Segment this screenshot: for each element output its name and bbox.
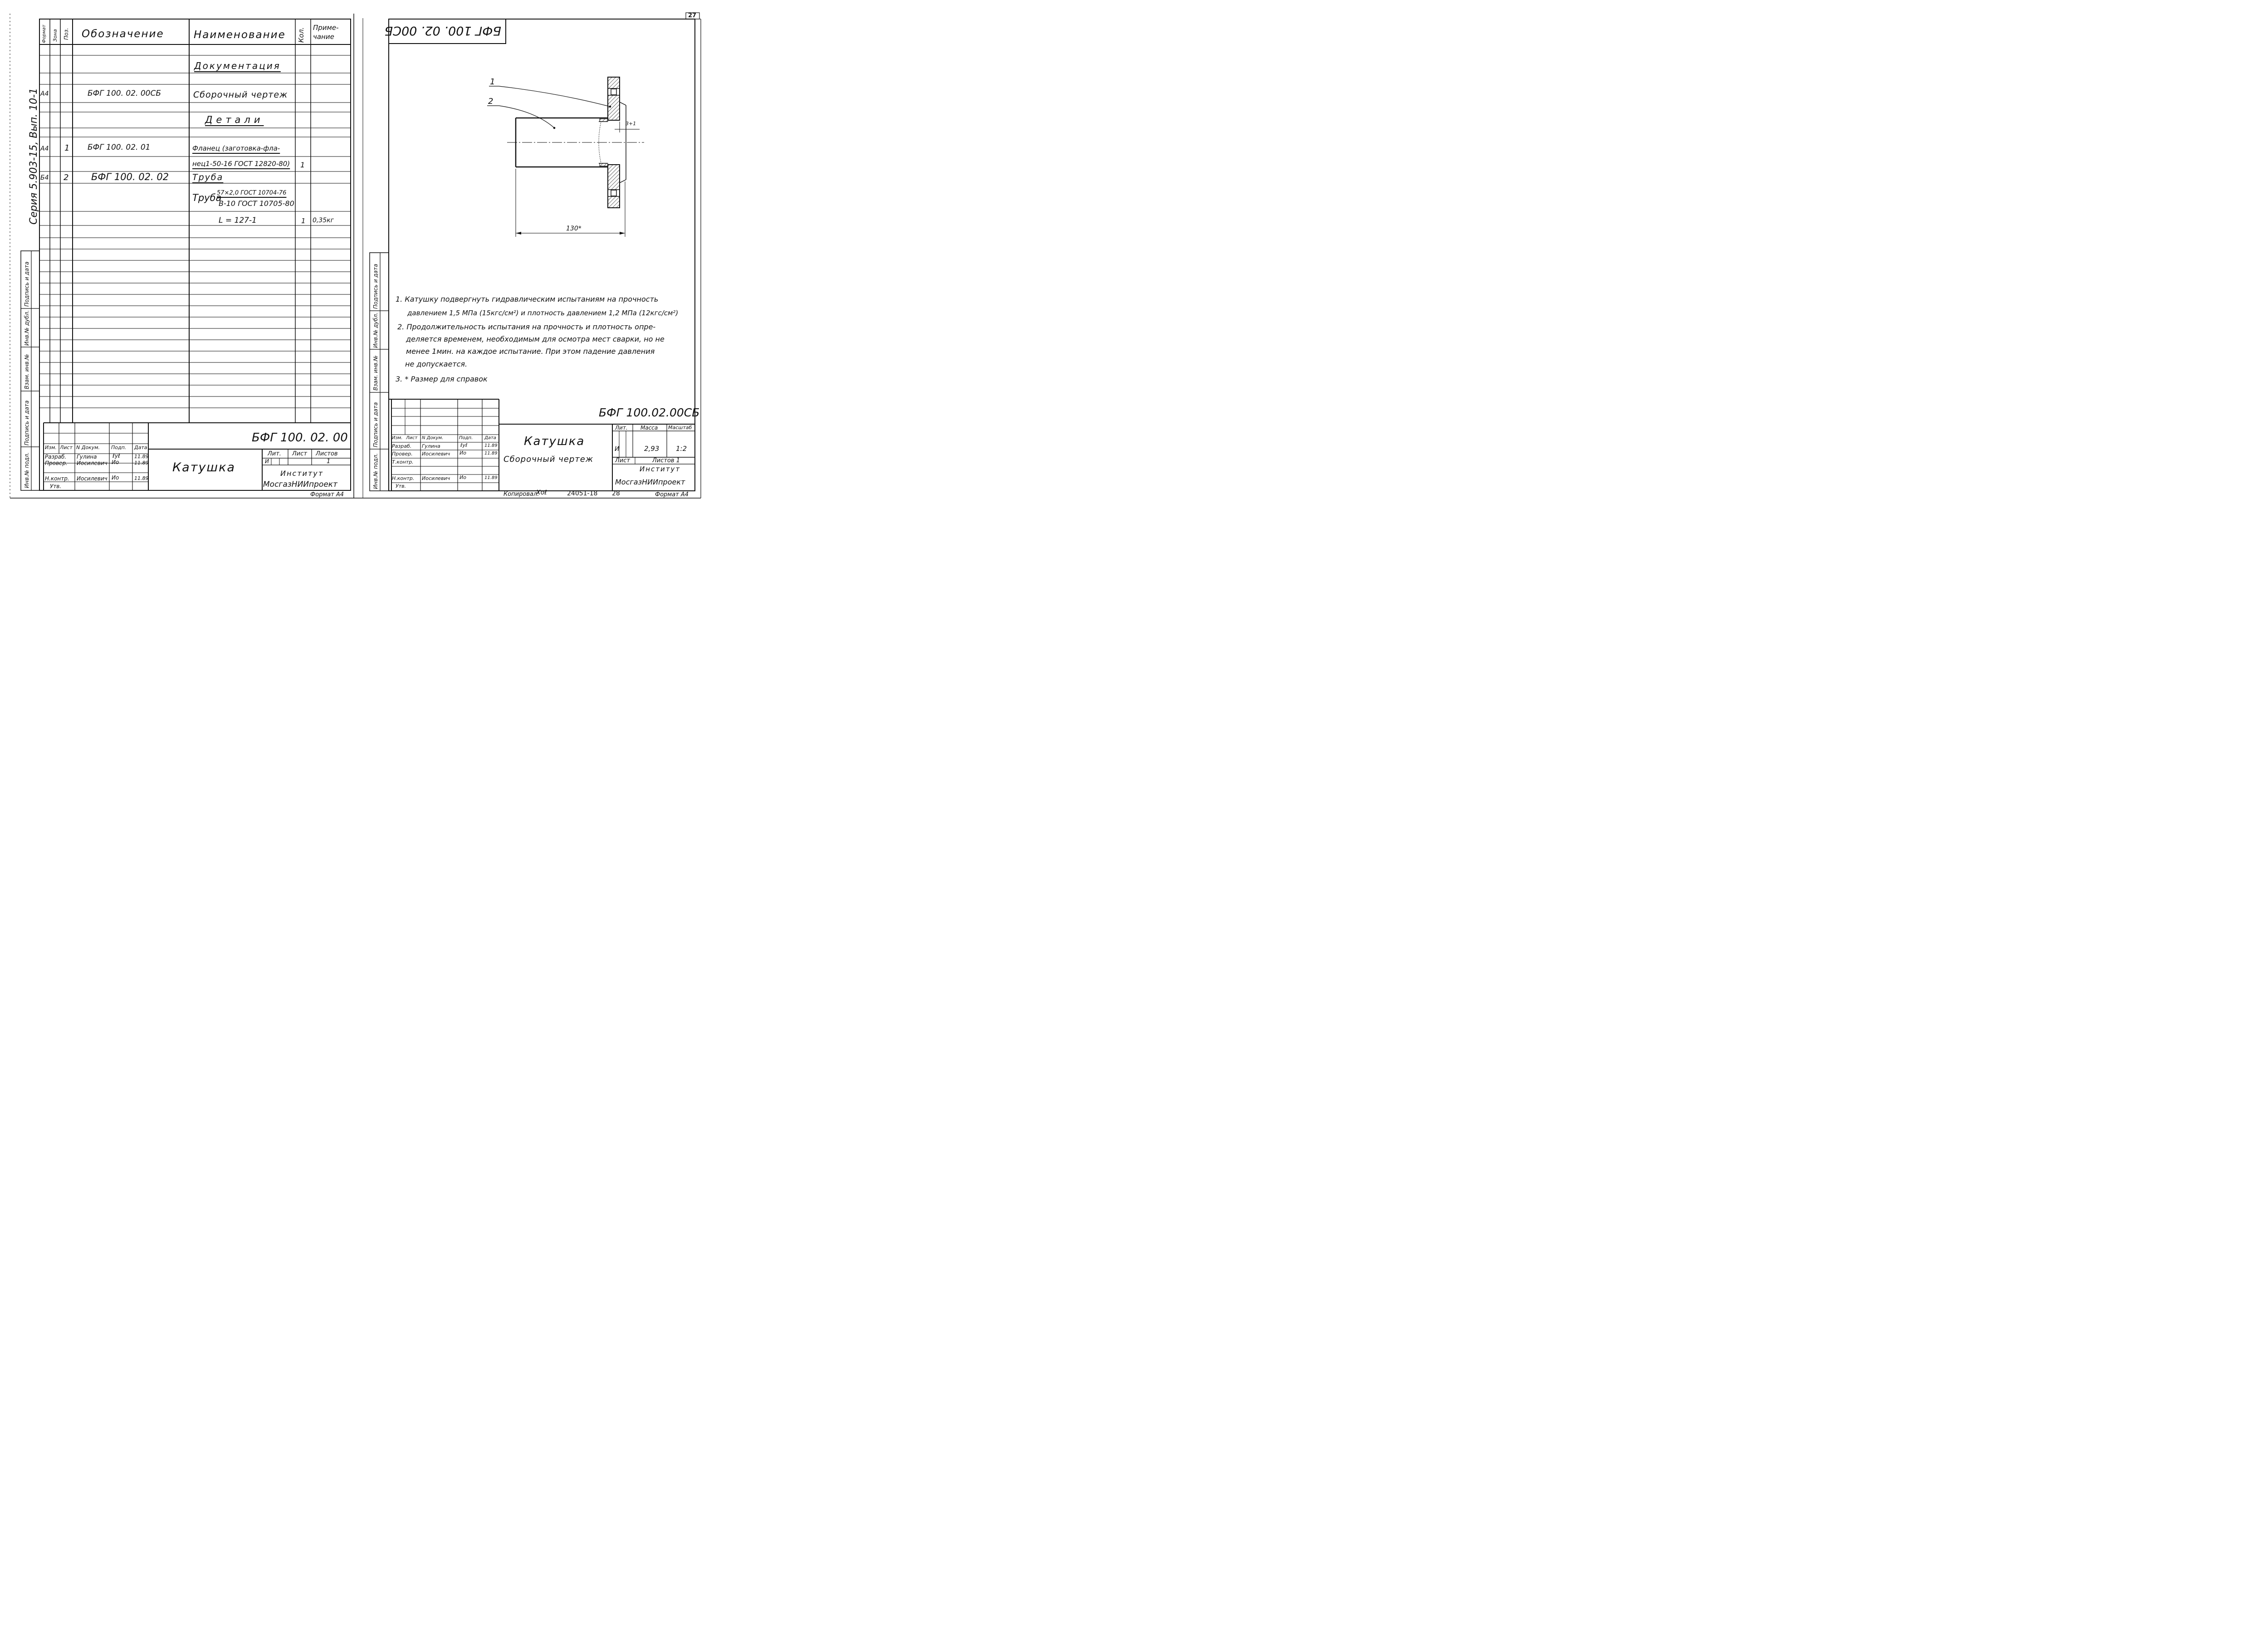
left-prover-name: Иосилевич	[77, 460, 108, 466]
right-listov-label: Листов 1	[652, 457, 680, 464]
header-designation: Обозначение	[82, 28, 164, 40]
right-title: Катушка	[524, 435, 585, 448]
row3-designation: БФГ 100. 02. 02	[91, 171, 169, 182]
left-format: Формат А4	[310, 491, 344, 498]
right-massa-label: Масса	[640, 425, 658, 431]
right-massa-value: 2,93	[644, 445, 660, 453]
footer-number: 24051-18	[567, 490, 598, 497]
header-note-2: чание	[313, 33, 334, 41]
left-prover-sign: Ио	[112, 459, 119, 465]
right-org-2: МосгазНИИпроект	[615, 478, 685, 486]
left-prover-date: 11.89	[134, 460, 149, 466]
note-line-5: менее 1мин. на каждое испытание. При этом падение давления	[406, 347, 655, 356]
right-code: БФГ 100.02.00СБ	[599, 406, 700, 419]
left-nkontr-label: Н.контр.	[45, 475, 69, 482]
stamp-vzam-inv: Взам. инв.№	[24, 354, 30, 389]
footer-page: 28	[612, 490, 620, 497]
right-subtitle: Сборочный чертеж	[503, 455, 594, 464]
left-list-label: Лист	[292, 450, 307, 457]
right-masshtab-value: 1:2	[676, 445, 687, 453]
right-stamp-inv-dubl: Инв.№ дубл.	[372, 312, 379, 348]
note-line-3: 2. Продолжительность испытания на прочность и плотность опре-	[397, 323, 656, 331]
left-col-sign: Подп.	[111, 445, 127, 450]
right-col-list: Лист	[406, 435, 418, 440]
right-nkontr-label: Н.контр.	[392, 475, 415, 481]
note-line-6: не допускается.	[405, 360, 468, 368]
left-code: БФГ 100. 02. 00	[252, 431, 348, 445]
left-lit-value: И	[265, 458, 269, 465]
left-nkontr-sign: Ио	[112, 475, 119, 481]
row5-qty: 1	[301, 217, 306, 225]
row5-length: L = 127-1	[219, 216, 257, 225]
header-zone: Зона	[52, 29, 58, 42]
section-parts: Детали	[205, 114, 264, 125]
header-qty: Кол.	[297, 27, 305, 43]
stamp-sign-date-1: Подпись и дата	[24, 261, 30, 307]
row2-name-2: нец1-50-16 ГОСТ 12820-80)	[192, 160, 290, 168]
sheet-number: 27	[688, 12, 697, 19]
row1-name: Сборочный чертеж	[193, 90, 288, 100]
series-label: Серия 5.903-15, Вып. 10-1	[28, 88, 39, 225]
left-razrab-name: Гулина	[77, 454, 97, 460]
left-prover-label: Провер.	[45, 460, 68, 466]
right-prover-date: 11.89	[484, 451, 498, 456]
row2-name-1: Фланец (заготовка-фла-	[192, 144, 280, 152]
note-line-2: давлением 1,5 МПа (15кгс/см²) и плотность давлением 1,2 МПа (12кгс/см²)	[407, 309, 679, 317]
left-title: Катушка	[172, 460, 235, 475]
right-prover-sign: Ио	[459, 450, 466, 456]
header-note-1: Приме-	[313, 24, 339, 32]
note-line-7: 3. * Размер для справок	[396, 375, 488, 383]
row3-format: Б4	[40, 174, 49, 181]
stamp-sign-date-2: Подпись и дата	[24, 400, 30, 445]
stamp-inv-podl: Инв.№ подл.	[24, 452, 30, 488]
right-stamp-sign-date-1: Подпись и дата	[372, 264, 379, 309]
footer-copied: Копировал:	[503, 491, 539, 498]
right-razrab-sign: ℓуℓ	[460, 442, 468, 448]
length-dimension: 130*	[566, 225, 582, 232]
right-col-sign: Подп.	[459, 435, 473, 440]
left-col-date: Дата	[134, 445, 147, 450]
left-org-1: Институт	[280, 469, 324, 478]
drawing-linework	[0, 0, 711, 510]
right-nkontr-sign: Ио	[459, 475, 466, 480]
left-col-list: Лист	[60, 445, 73, 450]
header-format: Формат	[42, 24, 47, 43]
right-tkontr-label: Т.контр.	[392, 459, 414, 465]
right-nkontr-date: 11.89	[484, 475, 498, 480]
right-lit-label: Лит.	[615, 425, 628, 431]
left-org-2: МосгазНИИпроект	[263, 480, 337, 489]
right-prover-name: Иосилевич	[422, 451, 450, 457]
right-org-1: Институт	[640, 465, 681, 473]
left-razrab-date: 11.89	[134, 454, 149, 460]
row3-name: Труба	[192, 172, 224, 182]
stamp-code-upside-down: БФГ 100. 02. 00СБ	[384, 24, 501, 38]
left-razrab-label: Разраб.	[45, 454, 67, 460]
section-documentation: Документация	[194, 60, 281, 71]
weld-dimension: 3+1	[626, 121, 636, 127]
left-utv-label: Утв.	[50, 483, 62, 489]
note-line-4: деляется временем, необходимым для осмотра мест сварки, но не	[406, 335, 665, 343]
left-razrab-sign: ℓуℓ	[112, 453, 121, 459]
right-stamp-vzam-inv: Взам. инв.№	[372, 355, 379, 391]
left-listov-value: 1	[327, 458, 331, 465]
row1-format: А4	[40, 90, 49, 98]
right-prover-label: Провер.	[392, 451, 413, 457]
right-stamp-inv-podl: Инв.№ подл.	[372, 453, 379, 489]
stamp-inv-dubl: Инв.№ дубл.	[24, 310, 30, 346]
left-col-doc: N Докум.	[76, 445, 100, 450]
left-col-izm: Изм.	[45, 445, 57, 450]
right-razrab-date: 11.89	[484, 443, 498, 448]
right-masshtab-label: Масштаб	[668, 425, 692, 431]
left-lit-label: Лит.	[268, 450, 281, 457]
row5-note: 0,35кг	[313, 217, 334, 224]
header-name: Наименование	[194, 29, 286, 41]
row2-pos: 1	[64, 143, 70, 153]
row3-pos: 2	[64, 173, 69, 182]
footer-copier-sign: Хоℓ	[536, 489, 547, 496]
right-stamp-sign-date-2: Подпись и дата	[372, 402, 379, 447]
right-nkontr-name: Иосилевич	[422, 475, 450, 481]
row4-fraction-bottom: В-10 ГОСТ 10705-80	[219, 199, 294, 208]
right-razrab-name: Гулина	[422, 443, 440, 449]
row4-name: Труба	[192, 192, 222, 203]
note-line-1: 1. Катушку подвергнуть гидравлическим испытаниям на прочность	[396, 295, 659, 303]
callout-2: 2	[488, 97, 494, 106]
left-nkontr-date: 11.89	[134, 475, 149, 481]
row1-designation: БФГ 100. 02. 00СБ	[88, 89, 161, 98]
right-utv-label: Утв.	[396, 483, 406, 489]
row2-qty: 1	[300, 161, 305, 169]
right-col-date: Дата	[484, 435, 496, 440]
callout-1: 1	[490, 77, 495, 87]
right-lit-value: И	[615, 445, 620, 453]
left-listov-label: Листов	[316, 450, 338, 457]
right-list-label: Лист	[615, 457, 630, 464]
row2-designation: БФГ 100. 02. 01	[88, 143, 151, 152]
right-col-izm: Изм.	[392, 435, 403, 440]
left-nkontr-name: Иосилевич	[77, 475, 108, 482]
right-format: Формат А4	[655, 491, 689, 498]
right-razrab-label: Разраб.	[392, 443, 412, 449]
row2-format: А4	[40, 145, 49, 152]
header-pos: Поз.	[63, 28, 69, 40]
row4-fraction-top: 57×2,0 ГОСТ 10704-76	[217, 190, 287, 196]
right-col-doc: N Докум.	[422, 435, 444, 440]
